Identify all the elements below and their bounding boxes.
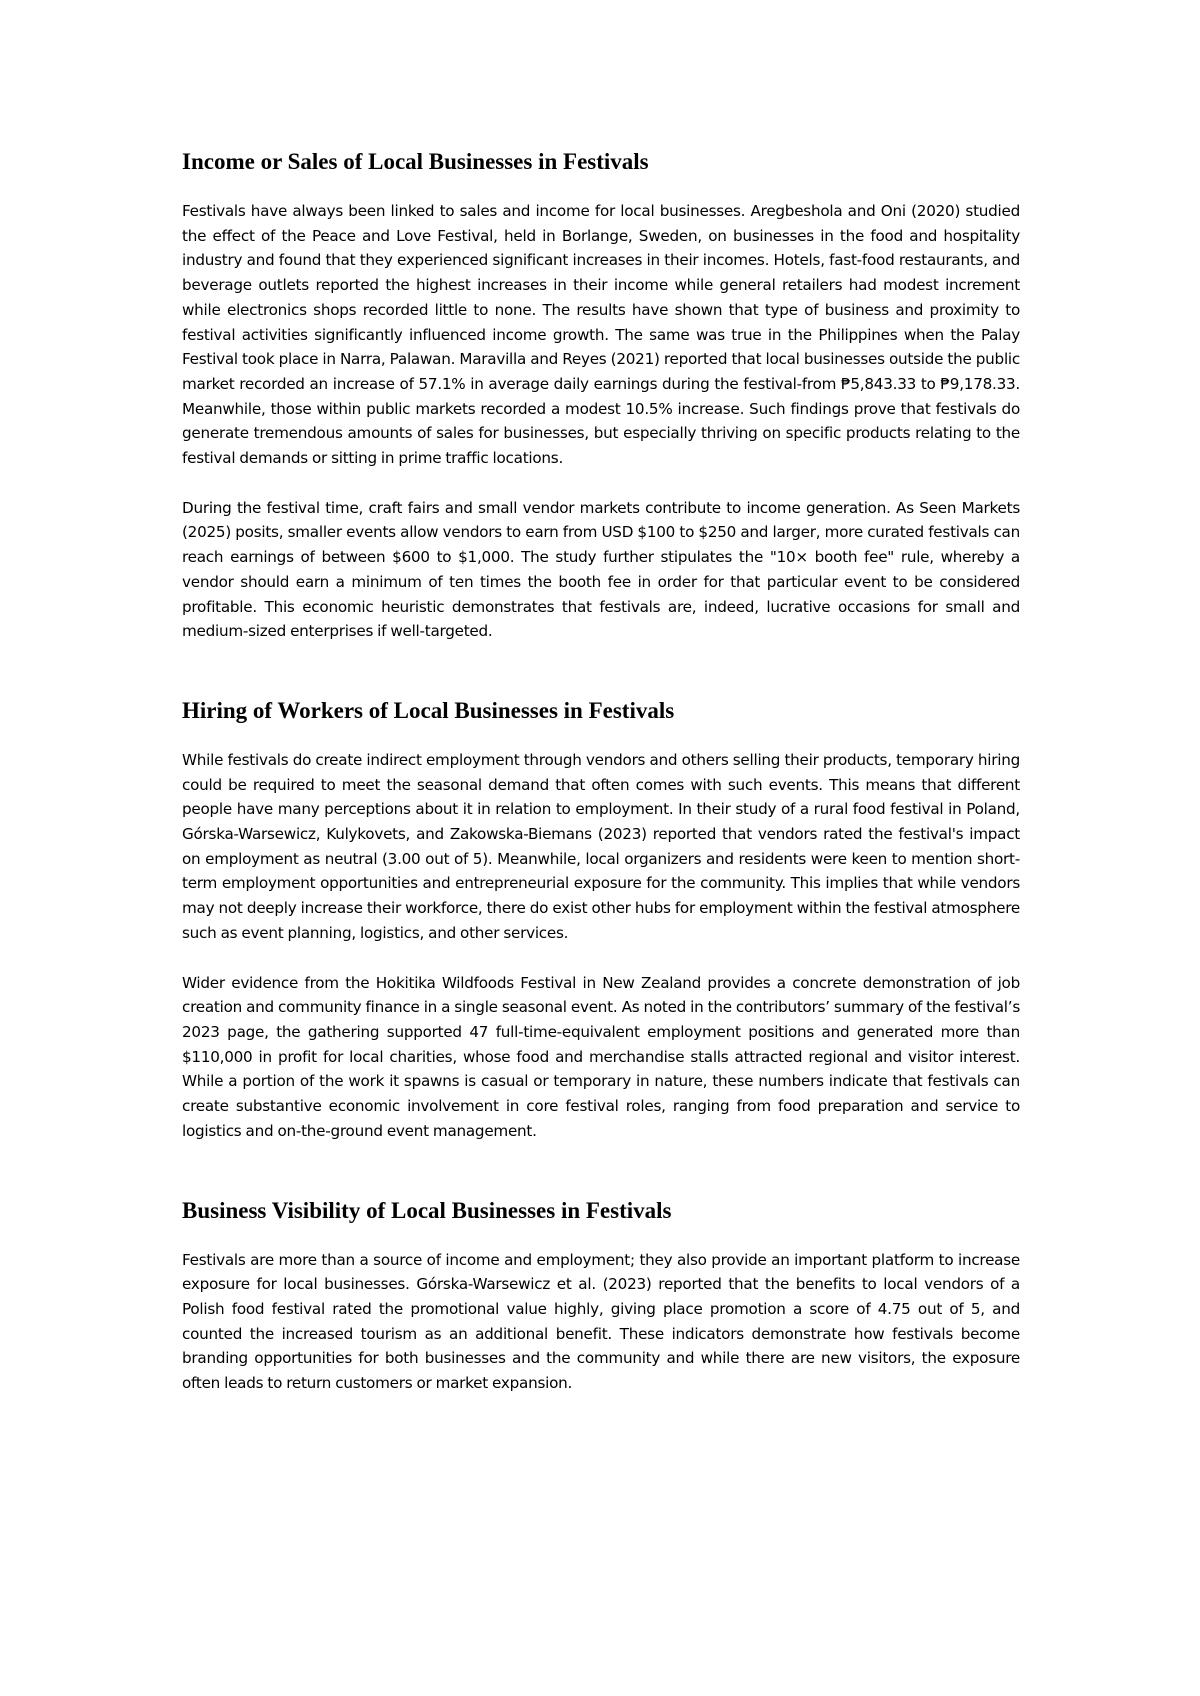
section-heading-income: Income or Sales of Local Businesses in Festivals [182, 149, 649, 174]
section-heading-hiring: Hiring of Workers of Local Businesses in Festivals [182, 697, 675, 723]
paragraph-hiring-1: While festivals do create indirect employment through vendors and others selling their products, temporary hiring could be required to meet the seasonal demand that often comes with such events. This means that different people have many perceptions about it in relation to employment. In their study of a rural food festival in Poland, Górska-Warsewicz, Kulykovets, and Zakowska-Biemans (2023) reported that vendors rated the festival's impact on employment as neutral (3.00 out of 5). Meanwhile, local organizers and residents were keen to mention short-term employment opportunities and entrepreneurial exposure for the community. This implies that while vendors may not deeply increase their workforce, there do exist other hubs for employment within the festival atmosphere such as event planning, logistics, and other services. [182, 750, 1020, 942]
paragraph-hiring-2: Wider evidence from the Hokitika Wildfoods Festival in New Zealand provides a concrete demonstration of job creation and community finance in a single seasonal event. As noted in the contributors’ summary of the festival’s 2023 page, the gathering supported 47 full-time-equivalent employment positions and generated more than $110,000 in profit for local charities, whose food and merchandise stalls attracted regional and visitor interest. While a portion of the work it spawns is casual or temporary in nature, these numbers indicate that festivals can create substantive economic involvement in core festival roles, ranging from food preparation and service to logistics and on-the-ground event management. [182, 973, 1020, 1140]
paragraph-income-2: During the festival time, craft fairs and small vendor markets contribute to income generation. As Seen Markets (2025) posits, smaller events allow vendors to earn from USD $100 to $250 and larger, more curated festivals can reach earnings of between $600 to $1,000. The study further stipulates the "10× booth fee" rule, whereby a vendor should earn a minimum of ten times the booth fee in order for that particular event to be considered profitable. This economic heuristic demonstrates that festivals are, indeed, lucrative occasions for small and medium-sized enterprises if well-targeted. [182, 498, 1020, 641]
paragraph-income-1: Festivals have always been linked to sales and income for local businesses. Aregbeshola and Oni (2020) studied the effect of the Peace and Love Festival, held in Borlange, Sweden, on businesses in the food and hospitality industry and found that they experienced significant increases in their incomes. Hotels, fast-food restaurants, and beverage outlets reported the highest increases in their income while general retailers had modest increment while electronics shops recorded little to none. The results have shown that type of business and proximity to festival activities significantly influenced income growth. The same was true in the Philippines when the Palay Festival took place in Narra, Palawan. Maravilla and Reyes (2021) reported that local businesses outside the public market recorded an increase of 57.1% in average daily earnings during the festival-from ₱5,843.33 to ₱9,178.33. Meanwhile, those within public markets recorded a modest 10.5% increase. Such findings prove that festivals do generate tremendous amounts of sales for businesses, but especially thriving on specific products relating to the festival demands or sitting in prime traffic locations. [182, 202, 1020, 468]
section-heading-visibility: Business Visibility of Local Businesses in Festivals [182, 1197, 672, 1223]
paragraph-visibility-1: Festivals are more than a source of income and employment; they also provide an important platform to increase exposure for local businesses. Górska-Warsewicz et al. (2023) reported that the benefits to local vendors of a Polish food festival rated the promotional value highly, giving place promotion a score of 4.75 out of 5, and counted the increased tourism as an additional benefit. These indicators demonstrate how festivals become branding opportunities for both businesses and the community and while there are new visitors, the exposure often leads to return customers or market expansion. [182, 1250, 1020, 1393]
document-body [182, 147, 1020, 1396]
